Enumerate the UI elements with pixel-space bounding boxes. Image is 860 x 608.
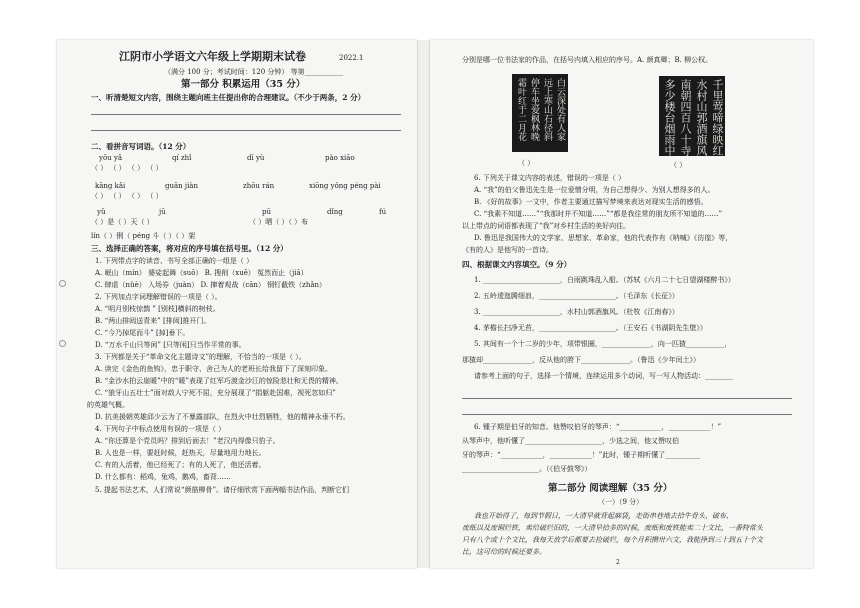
exam-page-left: [57, 40, 417, 568]
option-text[interactable]: D. 什么都有：稻鸡，兔鸡，鹅鸡，畜背……: [95, 473, 231, 481]
fill-blank[interactable]: 那猹却______________，反从他的胯下______________。（鲁迅《少年闰土》）: [462, 356, 700, 364]
option-text[interactable]: B. “金沙水拍云崖暖”中的“暖”表现了红军巧渡金沙江的惊险悲壮和无畏的精神。: [95, 377, 343, 385]
option-text[interactable]: D. 抗美援朝英雄邱少云为了不暴露部队，在烈火中壮烈牺牲，他的精神永垂不朽。: [95, 413, 350, 421]
calligraphy-artwork-1: [512, 74, 568, 152]
pinyin: qí zhǐ: [172, 154, 192, 162]
subsection-heading: （一）（9 分）: [598, 498, 644, 506]
fill-blank[interactable]: 牙的琴声：“____________，____________！”此时，锺子期听懂了__________: [462, 451, 701, 459]
fill-row[interactable]: （ ）晒（ ）（ ）布: [249, 218, 309, 226]
answer-line[interactable]: [462, 398, 792, 399]
binding-hole: [59, 280, 66, 287]
fill-blank[interactable]: 5. 其间有一个十二岁的少年，项带银圈，______________，向一匹猹___________，: [474, 340, 732, 348]
fill-blank[interactable]: 从琴声中，他听懂了______________________，少选之间，他又赞叹伯: [462, 437, 679, 445]
pinyin: pū: [262, 208, 271, 216]
option-text-cont: 的英雄气概。: [87, 401, 129, 409]
fill-blank[interactable]: ______________________。（《伯牙鼓琴》）: [462, 465, 592, 473]
reading-passage: 比，这可给的时候还要多。: [462, 548, 546, 556]
question-stem: 2. 下列加点字词理解错误的一项是（ ）。: [95, 293, 222, 301]
option-text[interactable]: A. “明月别枝惊鹊 ” [别枝]横斜的树枝。: [95, 305, 220, 313]
q4-heading: 四、根据课文内容填空。（9 分）: [462, 260, 572, 269]
fill-text: lín（: [91, 232, 107, 240]
option-text[interactable]: C. “我素不知道……”“我那时并不知道……”“都是我往常的朋友所不知道的……”: [474, 210, 723, 218]
calligraphy-column: 水村山郭酒旗风: [695, 79, 708, 156]
answer-paren[interactable]: （ ）: [670, 161, 687, 169]
reading-passage: 我也开始得了，每到节假日，一大清早就背起麻袋，走街串巷地去拾牛骨头、破布、: [474, 512, 733, 520]
answer-line[interactable]: [462, 414, 792, 415]
question-stem: 3. 下列都是关于“革命文化主题诗文”的理解，不恰当的一项是（ ）。: [95, 353, 306, 361]
pinyin: yǔ: [97, 208, 106, 216]
fill-text: péng 斗（: [132, 232, 167, 240]
pinyin: zhōu rán: [243, 182, 275, 190]
fill-blank[interactable]: 请参考上面的句子，选择一个情境，连续运用多个动词，写一写人物活动：________: [474, 372, 733, 380]
pinyin: guān jiàn: [165, 182, 198, 190]
answer-box-row[interactable]: （ ） （ ） （ ） （ ）: [91, 192, 163, 200]
part1-heading: 第一部分 积累运用（35 分）: [181, 79, 306, 90]
calligraphy-column: 远上寒山石径斜: [542, 78, 552, 141]
calligraphy-column: 多少楼台烟雨中: [663, 79, 676, 156]
reading-passage: 只有八个或十个文比，我每天放学后都要去捡破烂，每个月积攒卅六文，我能挣到三十到五十个文: [462, 536, 763, 544]
fill-blank[interactable]: 2. 五岭逶迤腾细浪，______________________。（毛泽东《长征》）: [474, 292, 679, 300]
reading-passage: 废纸以及废铜烂铁，卖给破烂旧的，一大清早拾多的时候，废纸和废铁能卖二十文比，一番特常头: [462, 524, 763, 532]
pinyin: kāng kǎi: [95, 182, 126, 190]
exam-page-right: [430, 40, 813, 568]
option-text[interactable]: B. 人也是一样，要赶时候，赶热天，尽量地用力地长。: [95, 449, 266, 457]
option-text[interactable]: A. 读完《金色的鱼钩》，忠于职守、舍己为人的老班长给我留下了深刻印象。: [95, 365, 333, 373]
q2-heading: 二、看拼音写词语。（12 分）: [91, 142, 191, 151]
option-text[interactable]: D. “万水千山只等闲” [只等闲]只当作平常的事。: [95, 341, 246, 349]
question-stem: 5. 提起书法艺术，人们常说“颜筋柳骨”。请仔细欣赏下面两幅书法作品，判断它们: [95, 486, 350, 494]
fill-text: ）架: [181, 232, 196, 240]
option-text[interactable]: A. “我”的伯父鲁迅先生是一位爱憎分明，为自己想得少、为别人想得多的人。: [474, 186, 715, 194]
option-text[interactable]: B. “两山排闼送青来” [排闼]推开门。: [95, 317, 211, 325]
question-stem-cont: 分别是哪一位书法家的作品，在括号内填入相应的序号。A. 颜真卿；B. 柳公权。: [462, 56, 713, 64]
pinyin: yōu yǎ: [99, 154, 123, 162]
exam-title: 江阴市小学语文六年级上学期期末试卷: [119, 50, 306, 63]
question-stem: 4. 下列句子中标点使用有误的一项是（ ）: [95, 425, 226, 433]
binding-hole: [59, 340, 66, 347]
pinyin: dǐng: [327, 208, 343, 216]
option-text-cont: 以上带点的词语都表现了“我”对乡村生活的美好向往。: [462, 222, 631, 230]
fill-row[interactable]: （ ）是（ ）天（ ）: [91, 218, 154, 226]
pinyin: jū: [159, 208, 166, 216]
option-text[interactable]: A. “你还算是个党员吗？排到后面去！”老汉内得像只豹子。: [95, 437, 280, 445]
calligraphy-column: 千里莺啼绿映红: [711, 79, 724, 156]
option-text[interactable]: A. 岷山（mín） 婆娑起舞（suō） B. 搜削（xuē） 冤然而止（jiā）: [95, 269, 308, 277]
option-text-cont: 《有的人》是他写的一首诗。: [462, 246, 553, 254]
part2-heading: 第二部分 阅读理解（35 分）: [548, 483, 673, 494]
answer-box-row[interactable]: （ ） （ ） （ ） （ ）: [91, 164, 163, 172]
option-text[interactable]: C. “狼牙山五壮士”面对敌人宁死不屈，充分展现了“捐躯赴国难，视死忽如归”: [95, 389, 336, 397]
calligraphy-artwork-2: [659, 76, 725, 156]
option-text[interactable]: C. “今乃掉尾而斗” [掉]垂下。: [95, 329, 190, 337]
question-stem: 6. 下列关于课文内容的表述，错误的一项是（ ）: [474, 174, 626, 182]
pinyin: xiōng yǒng péng pài: [309, 182, 381, 190]
fill-text: ）俐（: [109, 232, 131, 240]
q1-heading: 一、听清楚短文内容，围绕主题向班主任提出你的合理建议。（不少于两条，2 分）: [91, 93, 366, 102]
option-text[interactable]: B. 《好的故事》一文中，作者主要通过描写梦境来表达对现实生活的感悟。: [474, 198, 708, 206]
calligraphy-column: 白云深处有人家: [555, 78, 565, 141]
pinyin: pào xiāo: [325, 154, 355, 162]
answer-line[interactable]: [91, 130, 401, 131]
option-text[interactable]: C. 有的人活着，他已经死了；有的人死了，他还活着。: [95, 461, 266, 469]
calligraphy-column: 南朝四百八十寺: [679, 79, 692, 156]
answer-paren[interactable]: （ ）: [518, 159, 535, 167]
fill-blank[interactable]: 4. 茅檐长扫净无苔，______________________。（王安石《书湖阴先生壁》）: [474, 324, 707, 332]
pinyin: fú: [379, 208, 387, 216]
option-text[interactable]: C. 肆虐（nüè） 入场券（juàn） D. 撺着观战（cān） 钢钉截铁（zhǎn）: [95, 281, 327, 289]
option-text[interactable]: D. 鲁迅是我国伟大的文学家、思想家、革命家，他的代表作有《呐喊》《彷徨》等，: [474, 234, 733, 242]
fill-blank[interactable]: 1. ______________________，白雨跳珠乱入船。（苏轼《六月二十七日望湖楼醉书》）: [474, 276, 735, 284]
fill-text: ）（: [168, 232, 180, 240]
q3-heading: 三、选择正确的答案，将对应的序号填在括号里。（12 分）: [91, 244, 288, 253]
page-number: 2: [616, 559, 620, 566]
calligraphy-column: 停车坐爱枫林晚: [529, 78, 539, 141]
exam-year: 2022.1: [339, 54, 364, 62]
fill-row[interactable]: [91, 232, 195, 241]
fill-blank[interactable]: 6. 锺子期是伯牙的知音。他赞叹伯牙的琴声：“____________，____________！”: [474, 423, 722, 431]
answer-line[interactable]: [91, 114, 401, 115]
pinyin: dī yù: [247, 154, 265, 162]
exam-meta: （满分 100 分；考试时间：120 分钟） 等第___________: [164, 68, 344, 76]
question-stem: 1. 下列带点字的读音、书写全部正确的一组是（ ）: [95, 257, 254, 265]
fill-blank[interactable]: 3. ______________________，水村山郭酒旗风。（杜牧《江南春》）: [474, 308, 679, 316]
calligraphy-column: 霜叶红于二月花: [516, 78, 526, 141]
